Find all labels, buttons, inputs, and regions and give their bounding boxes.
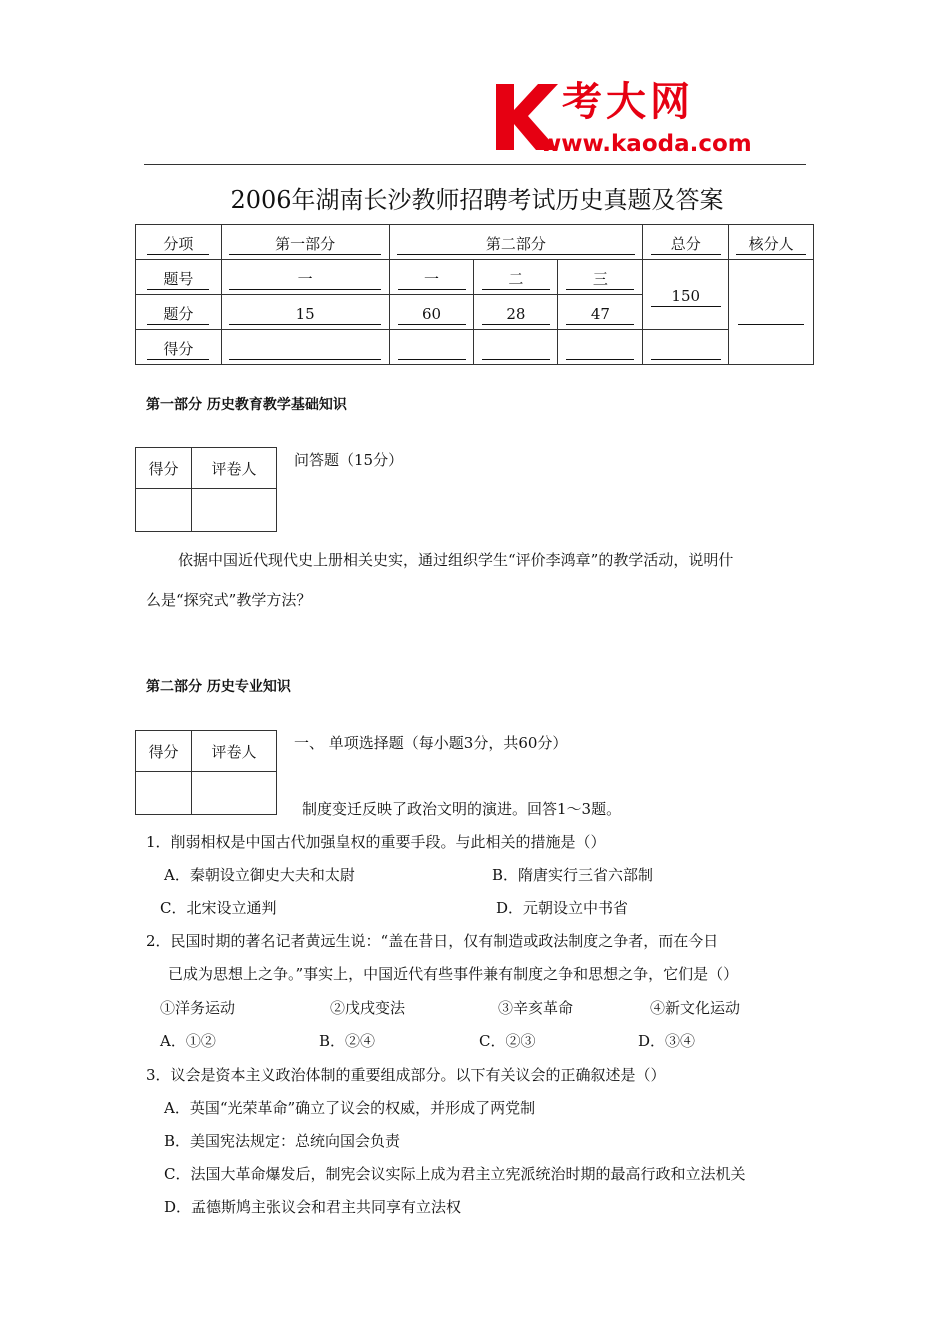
table-cell: 15 [221,295,389,330]
header-part2: 第二部分 [389,225,643,260]
q3-option-b: B．美国宪法规定：总统向国会负责 [164,1132,401,1150]
q3-option-c: C．法国大革命爆发后，制宪会议实际上成为君主立宪派统治时期的最高行政和立法机关 [164,1165,746,1183]
table-cell [192,772,277,815]
header-checker: 核分人 [729,225,814,260]
table-cell [192,489,277,532]
table-cell [474,330,558,365]
q1-stem: 1．削弱相权是中国古代加强皇权的重要手段。与此相关的措施是（） [146,833,606,851]
table-cell [389,330,474,365]
page-title: 2006年湖南长沙教师招聘考试历史真题及答案 [230,186,724,214]
table-cell: 47 [558,295,643,330]
part1-heading: 第一部分 历史教育教学基础知识 [146,397,347,413]
logo-brand-cn: 考大网 [562,79,694,125]
q3-stem: 3．议会是资本主义政治体制的重要组成部分。以下有关议会的正确叙述是（） [146,1066,666,1084]
table-cell: 评卷人 [192,448,277,489]
checker-cell [729,260,814,365]
part1-question-line2: 么是“探究式”教学方法？ [146,591,312,609]
q3-option-d: D．孟德斯鸠主张议会和君主共同享有立法权 [164,1198,462,1216]
q2-stem-line2: 已成为思想上之争。”事实上，中国近代有些事件兼有制度之争和思想之争，它们是（） [168,965,739,983]
part2-grader-table [135,730,277,815]
row-label-points: 题分 [136,295,222,330]
q1-option-d: D．元朝设立中书省 [496,899,629,917]
q2-item-3: ③辛亥革命 [498,999,574,1017]
table-cell [136,489,192,532]
part1-question-line1: 依据中国近代现代史上册相关史实，通过组织学生“评价李鸿章”的教学活动，说明什 [178,551,734,569]
q3-option-a: A．英国“光荣革命”确立了议会的权威，并形成了两党制 [164,1099,536,1117]
q2-option-c: C．②③ [479,1032,536,1050]
row-label-number: 题号 [136,260,222,295]
table-cell [643,330,729,365]
table-cell: 评卷人 [192,731,277,772]
q2-item-2: ②戊戌变法 [330,999,406,1017]
part1-grader-table [135,447,277,532]
table-cell: 一 [221,260,389,295]
table-cell: 60 [389,295,474,330]
header-divider [144,164,806,165]
logo-url: www.kaoda.com [540,131,752,157]
q1-option-a: A．秦朝设立御史大夫和太尉 [164,866,355,884]
total-points: 150 [643,260,729,330]
table-cell: 二 [474,260,558,295]
q1-option-c: C．北宋设立通判 [160,899,277,917]
part2-intro: 制度变迁反映了政治文明的演进。回答1～3题。 [302,800,622,818]
header-item: 分项 [136,225,222,260]
row-label-score: 得分 [136,330,222,365]
part1-section-title: 问答题（15分） [294,451,404,469]
q2-item-4: ④新文化运动 [650,999,741,1017]
table-cell: 三 [558,260,643,295]
table-cell [136,772,192,815]
q1-option-b: B．隋唐实行三省六部制 [492,866,654,884]
table-cell: 一 [389,260,474,295]
score-table [135,224,814,365]
table-cell: 28 [474,295,558,330]
table-cell: 得分 [136,731,192,772]
part2-section-title: 一、 单项选择题（每小题3分，共60分） [294,734,568,752]
q2-option-b: B．②④ [319,1032,376,1050]
q2-stem-line1: 2．民国时期的著名记者黄远生说：“盖在昔日，仅有制造或政法制度之争者，而在今日 [146,932,719,950]
table-cell: 得分 [136,448,192,489]
header-total: 总分 [643,225,729,260]
q2-item-1: ①洋务运动 [160,999,236,1017]
table-cell [221,330,389,365]
part2-heading: 第二部分 历史专业知识 [146,679,291,695]
q2-option-a: A．①② [160,1032,216,1050]
header-part1: 第一部分 [221,225,389,260]
table-cell [558,330,643,365]
q2-option-d: D．③④ [638,1032,696,1050]
